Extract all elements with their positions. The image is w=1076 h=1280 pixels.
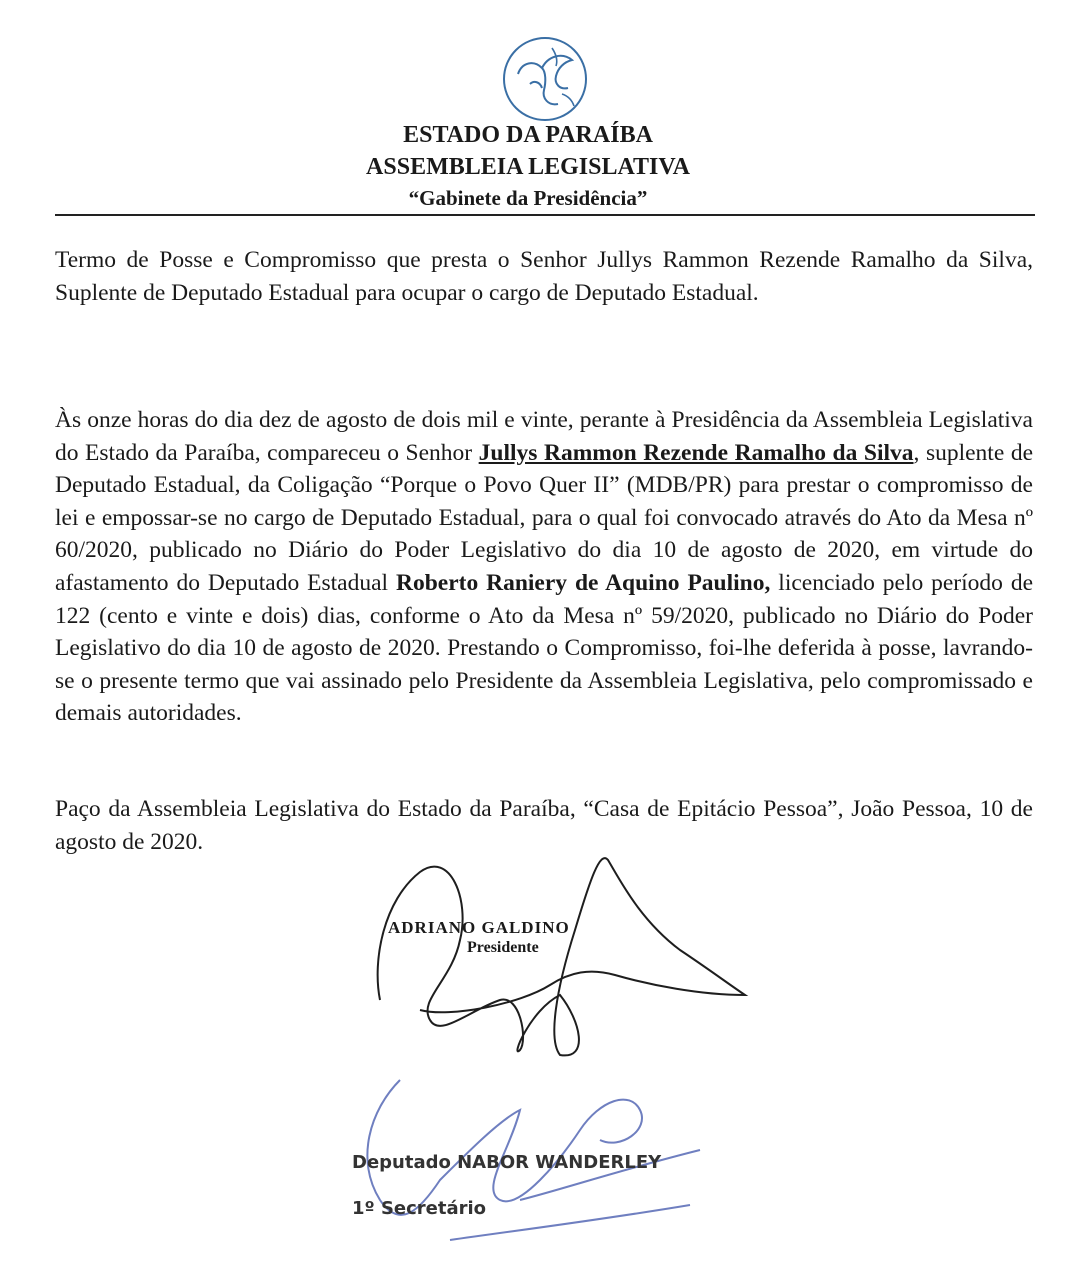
closing-paragraph: Paço da Assembleia Legislativa do Estado da Paraíba, “Casa de Epitácio Pessoa”, João Pessoa, 10 de agosto de 2020.: [55, 796, 1033, 855]
body-text-part3: licenciado pelo período de 122 (cento e vinte e dois) dias, conforme o Ato da Mesa nº 59/2020, publicado no Diário do Poder Legislativo do dia 10 de agosto de 2020. Prestando o Compromisso, foi-lhe deferida à posse, lavrando-se o presente termo que vai assinado pelo Presidente da Assembleia Legislativa, pelo compromissado e demais autoridades.: [55, 569, 1034, 727]
secretary-name: Deputado NABOR WANDERLEY: [352, 1152, 662, 1173]
president-signature: [378, 858, 745, 1055]
state-heading: ESTADO DA PARAÍBA: [403, 122, 653, 148]
intro-paragraph: Termo de Posse e Compromisso que presta o Senhor Jullys Rammon Rezende Ramalho da Silva, Suplente de Deputado Estadual para ocupar o cargo de Deputado Estadual.: [55, 247, 1033, 306]
president-name: ADRIANO GALDINO: [388, 918, 570, 937]
body-text-part2: , suplente de Deputado Estadual, da Coligação “Porque o Povo Quer II” (MDB/PR) para prestar o compromisso de lei e empossar-se no cargo de Deputado Estadual, para o qual foi convocado através do Ato da Mesa nº 60/2020, publicado no Diário do Poder Legislativo do dia 10 de agosto de 2020, em virtude do afastamento do Deputado Estadual: [55, 439, 1033, 596]
body-text-part1: Às onze horas do dia dez de agosto de dois mil e vinte, perante à Presidência da Assembleia Legislativa do Estado da Paraíba, compareceu o Senhor: [55, 407, 1033, 466]
assembly-heading: ASSEMBLEIA LEGISLATIVA: [366, 154, 690, 180]
licensed-deputy-name: Roberto Raniery de Aquino Paulino,: [395, 569, 771, 596]
office-heading: “Gabinete da Presidência”: [408, 186, 648, 210]
president-title: Presidente: [467, 939, 539, 956]
sworn-deputy-name: Jullys Rammon Rezende Ramalho da Silva: [478, 439, 914, 466]
secretary-title: 1º Secretário: [352, 1198, 487, 1219]
